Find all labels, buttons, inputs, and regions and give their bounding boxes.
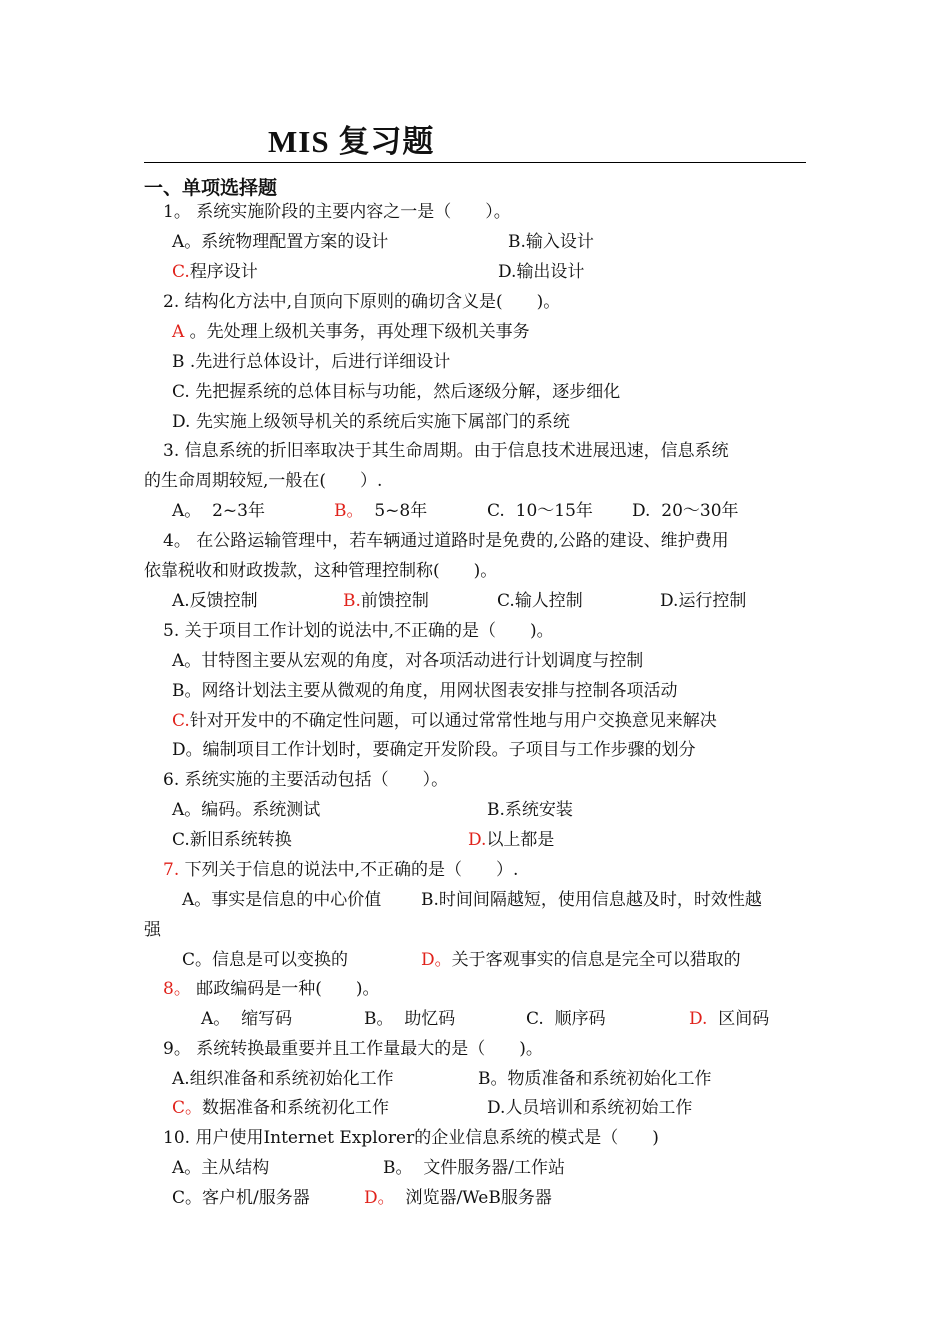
- question-4-option-a: A.反馈控制: [172, 591, 258, 611]
- title-divider: [144, 162, 806, 163]
- question-7-option-d: D。关于客观事实的信息是完全可以猎取的: [421, 950, 741, 970]
- question-5-option-a: A。甘特图主要从宏观的角度，对各项活动进行计划调度与控制: [172, 651, 644, 671]
- question-8-option-c: C. 顺序码: [526, 1009, 606, 1029]
- question-1-option-d: D.输出设计: [498, 262, 585, 282]
- question-5-stem: 5. 关于项目工作计划的说法中,不正确的是（ )。: [163, 621, 554, 641]
- question-8-option-a: A。 缩写码: [201, 1009, 293, 1029]
- question-1-option-b: B.输入设计: [508, 232, 594, 252]
- question-8-stem: 8。 邮政编码是一种( )。: [163, 979, 380, 999]
- question-10-option-d: D。 浏览器/WeB服务器: [364, 1188, 552, 1208]
- question-7-option-c: C。信息是可以变换的: [182, 950, 349, 970]
- question-2-option-b: B .先进行总体设计，后进行详细设计: [172, 352, 451, 372]
- question-10-option-b: B。 文件服务器/工作站: [383, 1158, 566, 1178]
- question-5-option-c: C.针对开发中的不确定性问题，可以通过常常性地与用户交换意见来解决: [172, 711, 717, 731]
- document-title: MIS 复习题: [268, 124, 435, 159]
- question-6-stem: 6. 系统实施的主要活动包括（ ）。: [163, 770, 449, 790]
- question-3-stem-line-1: 3. 信息系统的折旧率取决于其生命周期。由于信息技术进展迅速，信息系统: [163, 441, 729, 461]
- question-2-stem: 2. 结构化方法中,自顶向下原则的确切含义是( )。: [163, 292, 561, 312]
- question-6-option-d: D.以上都是: [468, 830, 555, 850]
- question-8-option-b: B。 助忆码: [364, 1009, 456, 1029]
- question-5-option-d: D。编制项目工作计划时，要确定开发阶段。子项目与工作步骤的划分: [172, 740, 696, 760]
- question-7-option-b: B.时间间隔越短，使用信息越及时，时效性越: [421, 890, 762, 910]
- question-3-stem-line-2: 的生命周期较短,一般在( ）.: [144, 471, 383, 491]
- question-9-option-b: B。物质准备和系统初始化工作: [478, 1069, 712, 1089]
- question-3-option-d: D. 20～30年: [632, 501, 739, 521]
- question-4-option-c: C.输人控制: [497, 591, 583, 611]
- question-10-option-c: C。客户机/服务器: [172, 1188, 310, 1208]
- question-7-stem: 7. 下列关于信息的说法中,不正确的是（ ）.: [163, 860, 519, 880]
- question-5-option-b: B。网络计划法主要从微观的角度，用网状图表安排与控制各项活动: [172, 681, 678, 701]
- question-1-option-a: A。系统物理配置方案的设计: [172, 232, 389, 252]
- question-3-option-c: C. 10～15年: [487, 501, 593, 521]
- question-9-stem: 9。 系统转换最重要并且工作量最大的是（ )。: [163, 1039, 543, 1059]
- question-4-stem-line-1: 4。 在公路运输管理中，若车辆通过道路时是免费的,公路的建设、维护费用: [163, 531, 729, 551]
- question-4-stem-line-2: 依靠税收和财政拨款，这种管理控制称( )。: [144, 561, 498, 581]
- question-4-option-d: D.运行控制: [660, 591, 747, 611]
- question-6-option-b: B.系统安装: [487, 800, 573, 820]
- question-6-option-a: A。编码。系统测试: [172, 800, 321, 820]
- question-3-option-a: A。 2~3年: [172, 501, 265, 521]
- question-7-option-a: A。事实是信息的中心价值: [182, 890, 382, 910]
- question-7-option-b-wrap: 强: [144, 920, 161, 940]
- question-6-option-c: C.新旧系统转换: [172, 830, 292, 850]
- question-10-option-a: A。主从结构: [172, 1158, 270, 1178]
- section-heading: 一、单项选择题: [144, 177, 278, 199]
- question-2-option-a: A 。先处理上级机关事务，再处理下级机关事务: [172, 322, 530, 342]
- question-9-option-c: C。数据准备和系统初化工作: [172, 1098, 390, 1118]
- question-2-option-c: C. 先把握系统的总体目标与功能，然后逐级分解，逐步细化: [172, 382, 621, 402]
- question-8-option-d: D. 区间码: [689, 1009, 770, 1029]
- question-2-option-d: D. 先实施上级领导机关的系统后实施下属部门的系统: [172, 412, 570, 432]
- question-10-stem: 10. 用户使用Internet Explorer的企业信息系统的模式是（ ): [163, 1128, 659, 1148]
- question-9-option-d: D.人员培训和系统初始工作: [487, 1098, 693, 1118]
- question-4-option-b: B.前馈控制: [343, 591, 429, 611]
- question-1-stem: 1。 系统实施阶段的主要内容之一是（ ）。: [163, 202, 511, 222]
- question-1-option-c: C.程序设计: [172, 262, 258, 282]
- question-9-option-a: A.组织准备和系统初始化工作: [172, 1069, 394, 1089]
- question-3-option-b: B。 5~8年: [334, 501, 428, 521]
